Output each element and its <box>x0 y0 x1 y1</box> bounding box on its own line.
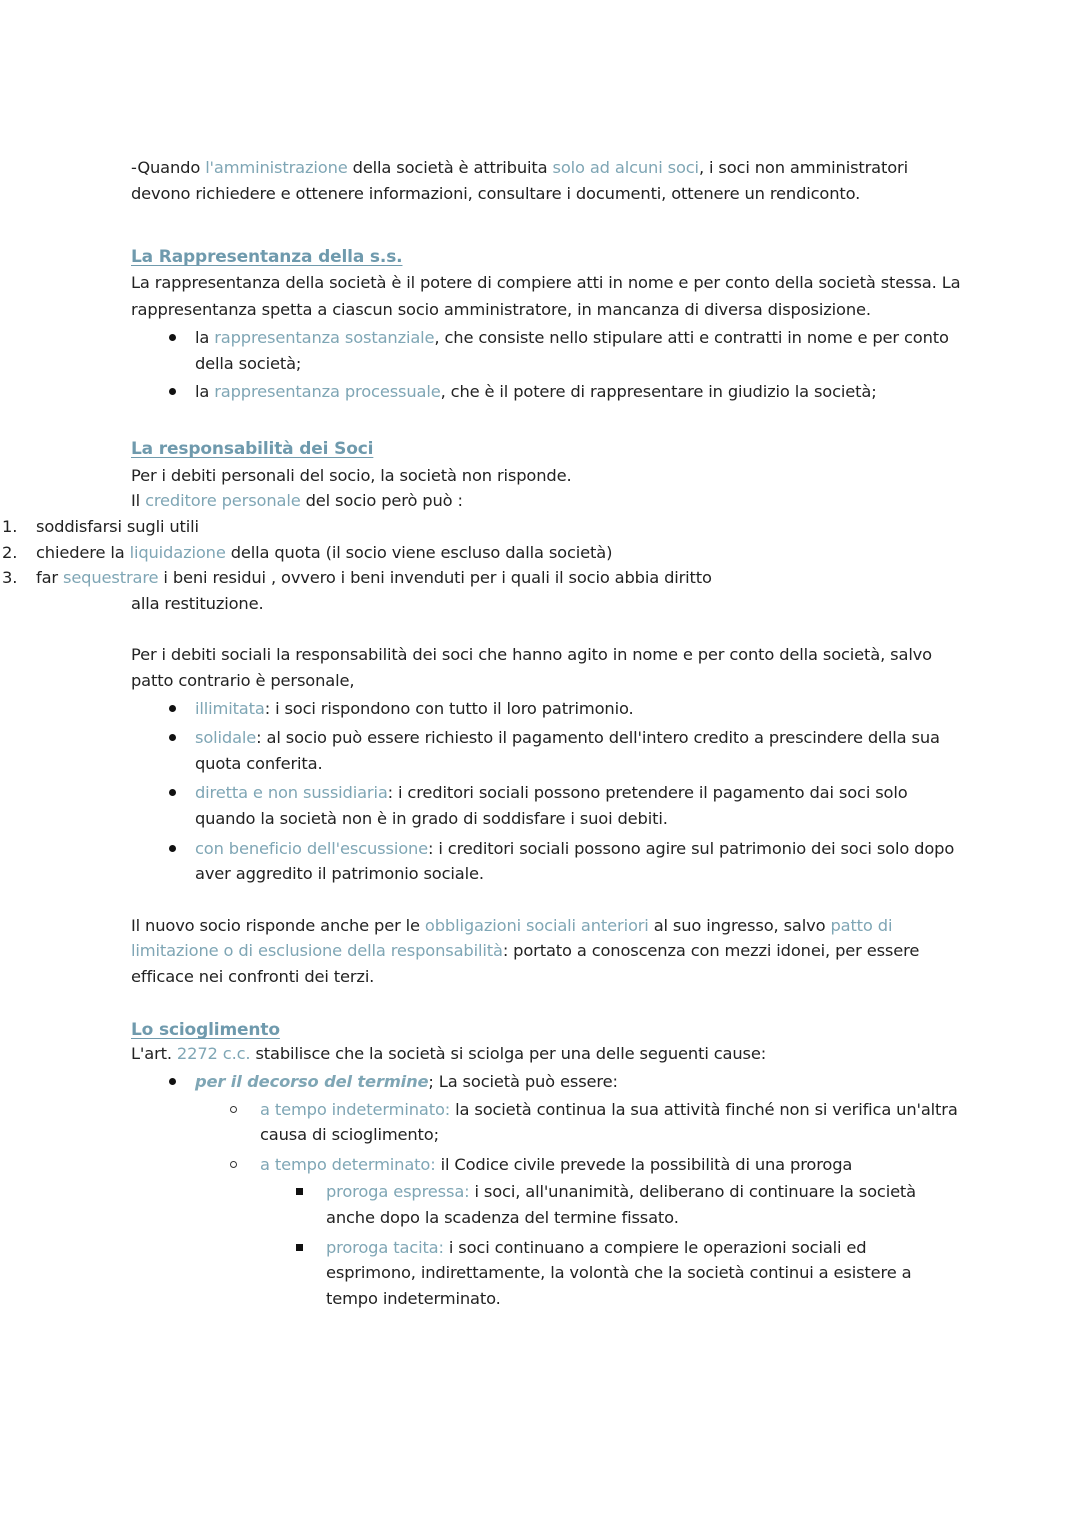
paragraph-text: Il nuovo socio risponde anche per le <box>131 915 425 935</box>
intro-highlight-soci: solo ad alcuni soci <box>552 158 699 177</box>
heading-rappresentanza: La Rappresentanza della s.s. <box>131 247 403 268</box>
list-item-text: la <box>195 382 215 402</box>
list-item-highlight: sequestrare <box>62 568 159 588</box>
line-highlight: creditore personale <box>145 491 301 511</box>
list-item <box>131 696 961 722</box>
list-item-highlight: proroga tacita: <box>326 1237 444 1257</box>
intro-text-c: , i soci non amministratori devono richiedere e ottenere informazioni, consultare i documenti, ottenere un rendiconto. <box>131 158 908 203</box>
list-item-text: i soci continuano a compiere le operazioni sociali ed esprimono, indirettamente, la volontà che la società continui a esistere a tempo indeterminato. <box>326 1237 912 1308</box>
document-content <box>2 155 961 1311</box>
list-item-highlight: a tempo indeterminato: <box>260 1099 451 1119</box>
list-item-highlight: liquidazione <box>129 542 226 562</box>
nuovo-socio-paragraph <box>131 913 961 990</box>
list-item-highlight: con beneficio dell'escussione <box>195 838 429 858</box>
list-item <box>131 725 961 776</box>
creditore-options-list <box>0 514 961 591</box>
list-item-text: i beni residui , ovvero i beni invenduti per i quali il socio abbia diritto <box>158 568 712 588</box>
scioglimento-list <box>131 1069 961 1095</box>
debiti-sociali-paragraph: Per i debiti sociali la responsabilità dei soci che hanno agito in nome e per conto della società, salvo patto contrario è personale, <box>131 645 932 690</box>
list-item-text: la società continua la sua attività finché non si verifica un'altra causa di scioglimento; <box>260 1099 958 1145</box>
line-text: del socio però può : <box>300 491 463 511</box>
list-item-highlight: solidale <box>195 728 257 748</box>
list-item <box>131 1235 961 1312</box>
debiti-sociali-list <box>131 696 961 887</box>
list-item-text: : i soci rispondono con tutto il loro patrimonio. <box>264 698 634 718</box>
list-item <box>0 565 961 591</box>
list-item-highlight: rappresentanza sostanziale <box>214 328 435 348</box>
list-item-text: : i creditori sociali possono pretendere il pagamento dai soci solo quando la società non è in grado di soddisfare i suoi debiti. <box>195 783 908 828</box>
rappresentanza-paragraph: La rappresentanza della società è il potere di compiere atti in nome e per conto della società stessa. La rappresentanza spetta a ciascun socio amministratore, in mancanza di diversa disposizione. <box>131 273 961 320</box>
list-number: 3. <box>2 568 18 588</box>
list-item-text: : i creditori sociali possono agire sul patrimonio dei soci solo dopo aver aggredito il patrimonio sociale. <box>195 838 955 884</box>
paragraph-highlight: 2272 c.c. <box>176 1044 251 1064</box>
responsabilita-line2 <box>131 488 961 514</box>
paragraph-text: L'art. <box>131 1044 177 1064</box>
line-text: Il <box>131 491 146 511</box>
list-item <box>131 780 961 831</box>
list-number: 2. <box>2 542 18 562</box>
list-item <box>131 379 961 405</box>
intro-highlight-amministrazione: l'amministrazione <box>205 158 348 177</box>
list-item-text: : al socio può essere richiesto il pagamento dell'intero credito a prescindere della sua quota conferita. <box>195 728 940 773</box>
list-item <box>0 514 961 540</box>
list-item-text: ; La società può essere: <box>428 1072 618 1092</box>
proroga-list <box>131 1179 961 1311</box>
list-item <box>131 836 961 887</box>
list-item-text: far <box>36 568 63 588</box>
list-item-highlight: a tempo determinato: <box>260 1154 436 1174</box>
list-item-highlight: diretta e non sussidiaria <box>195 783 388 803</box>
scioglimento-paragraph <box>131 1041 961 1067</box>
list-item-highlight: per il decorso del termine <box>195 1072 429 1092</box>
intro-text-a: -Quando <box>131 158 206 177</box>
rappresentanza-list <box>131 325 961 405</box>
heading-scioglimento: Lo scioglimento <box>131 1020 280 1041</box>
responsabilita-line1: Per i debiti personali del socio, la società non risponde. <box>131 465 572 485</box>
paragraph-highlight: obbligazioni sociali anteriori <box>424 915 649 935</box>
paragraph-highlight: patto di limitazione o di esclusione della responsabilità <box>131 915 893 961</box>
list-item-text: , che è il potere di rappresentare in giudizio la società; <box>440 382 877 402</box>
list-number: 1. <box>2 516 18 536</box>
list-item-highlight: illimitata <box>195 698 265 718</box>
list-item-text: soddisfarsi sugli utili <box>36 516 199 536</box>
list-item <box>131 1179 961 1230</box>
list-item-text: il Codice civile prevede la possibilità di una proroga <box>435 1154 853 1174</box>
list-item-text: chiedere la <box>36 542 130 562</box>
list-item <box>0 540 961 566</box>
list-item-text: la <box>195 328 215 348</box>
list-item-highlight: rappresentanza processuale <box>214 382 441 402</box>
scioglimento-sublist <box>131 1097 961 1178</box>
list-item <box>131 325 961 377</box>
list-item-text: i soci, all'unanimità, deliberano di continuare la società anche dopo la scadenza del termine fissato. <box>326 1182 916 1228</box>
heading-responsabilita: La responsabilità dei Soci <box>131 439 374 460</box>
list-item <box>131 1069 961 1095</box>
list-item-text: della quota (il socio viene escluso dalla società) <box>225 542 613 562</box>
list-item-text: , che consiste nello stipulare atti e contratti in nome e per conto della società; <box>195 328 949 374</box>
paragraph-text: : portato a conoscenza con mezzi idonei, per essere efficace nei confronti dei terzi. <box>131 941 920 986</box>
items-tail: alla restituzione. <box>131 593 264 613</box>
list-item-highlight: proroga espressa: <box>326 1182 470 1202</box>
list-item <box>131 1152 961 1178</box>
paragraph-text: stabilisce che la società si sciolga per una delle seguenti cause: <box>250 1044 767 1064</box>
intro-text-b: della società è attribuita <box>347 158 553 177</box>
list-item <box>131 1097 961 1148</box>
intro-paragraph <box>131 155 961 206</box>
paragraph-text: al suo ingresso, salvo <box>648 915 831 935</box>
